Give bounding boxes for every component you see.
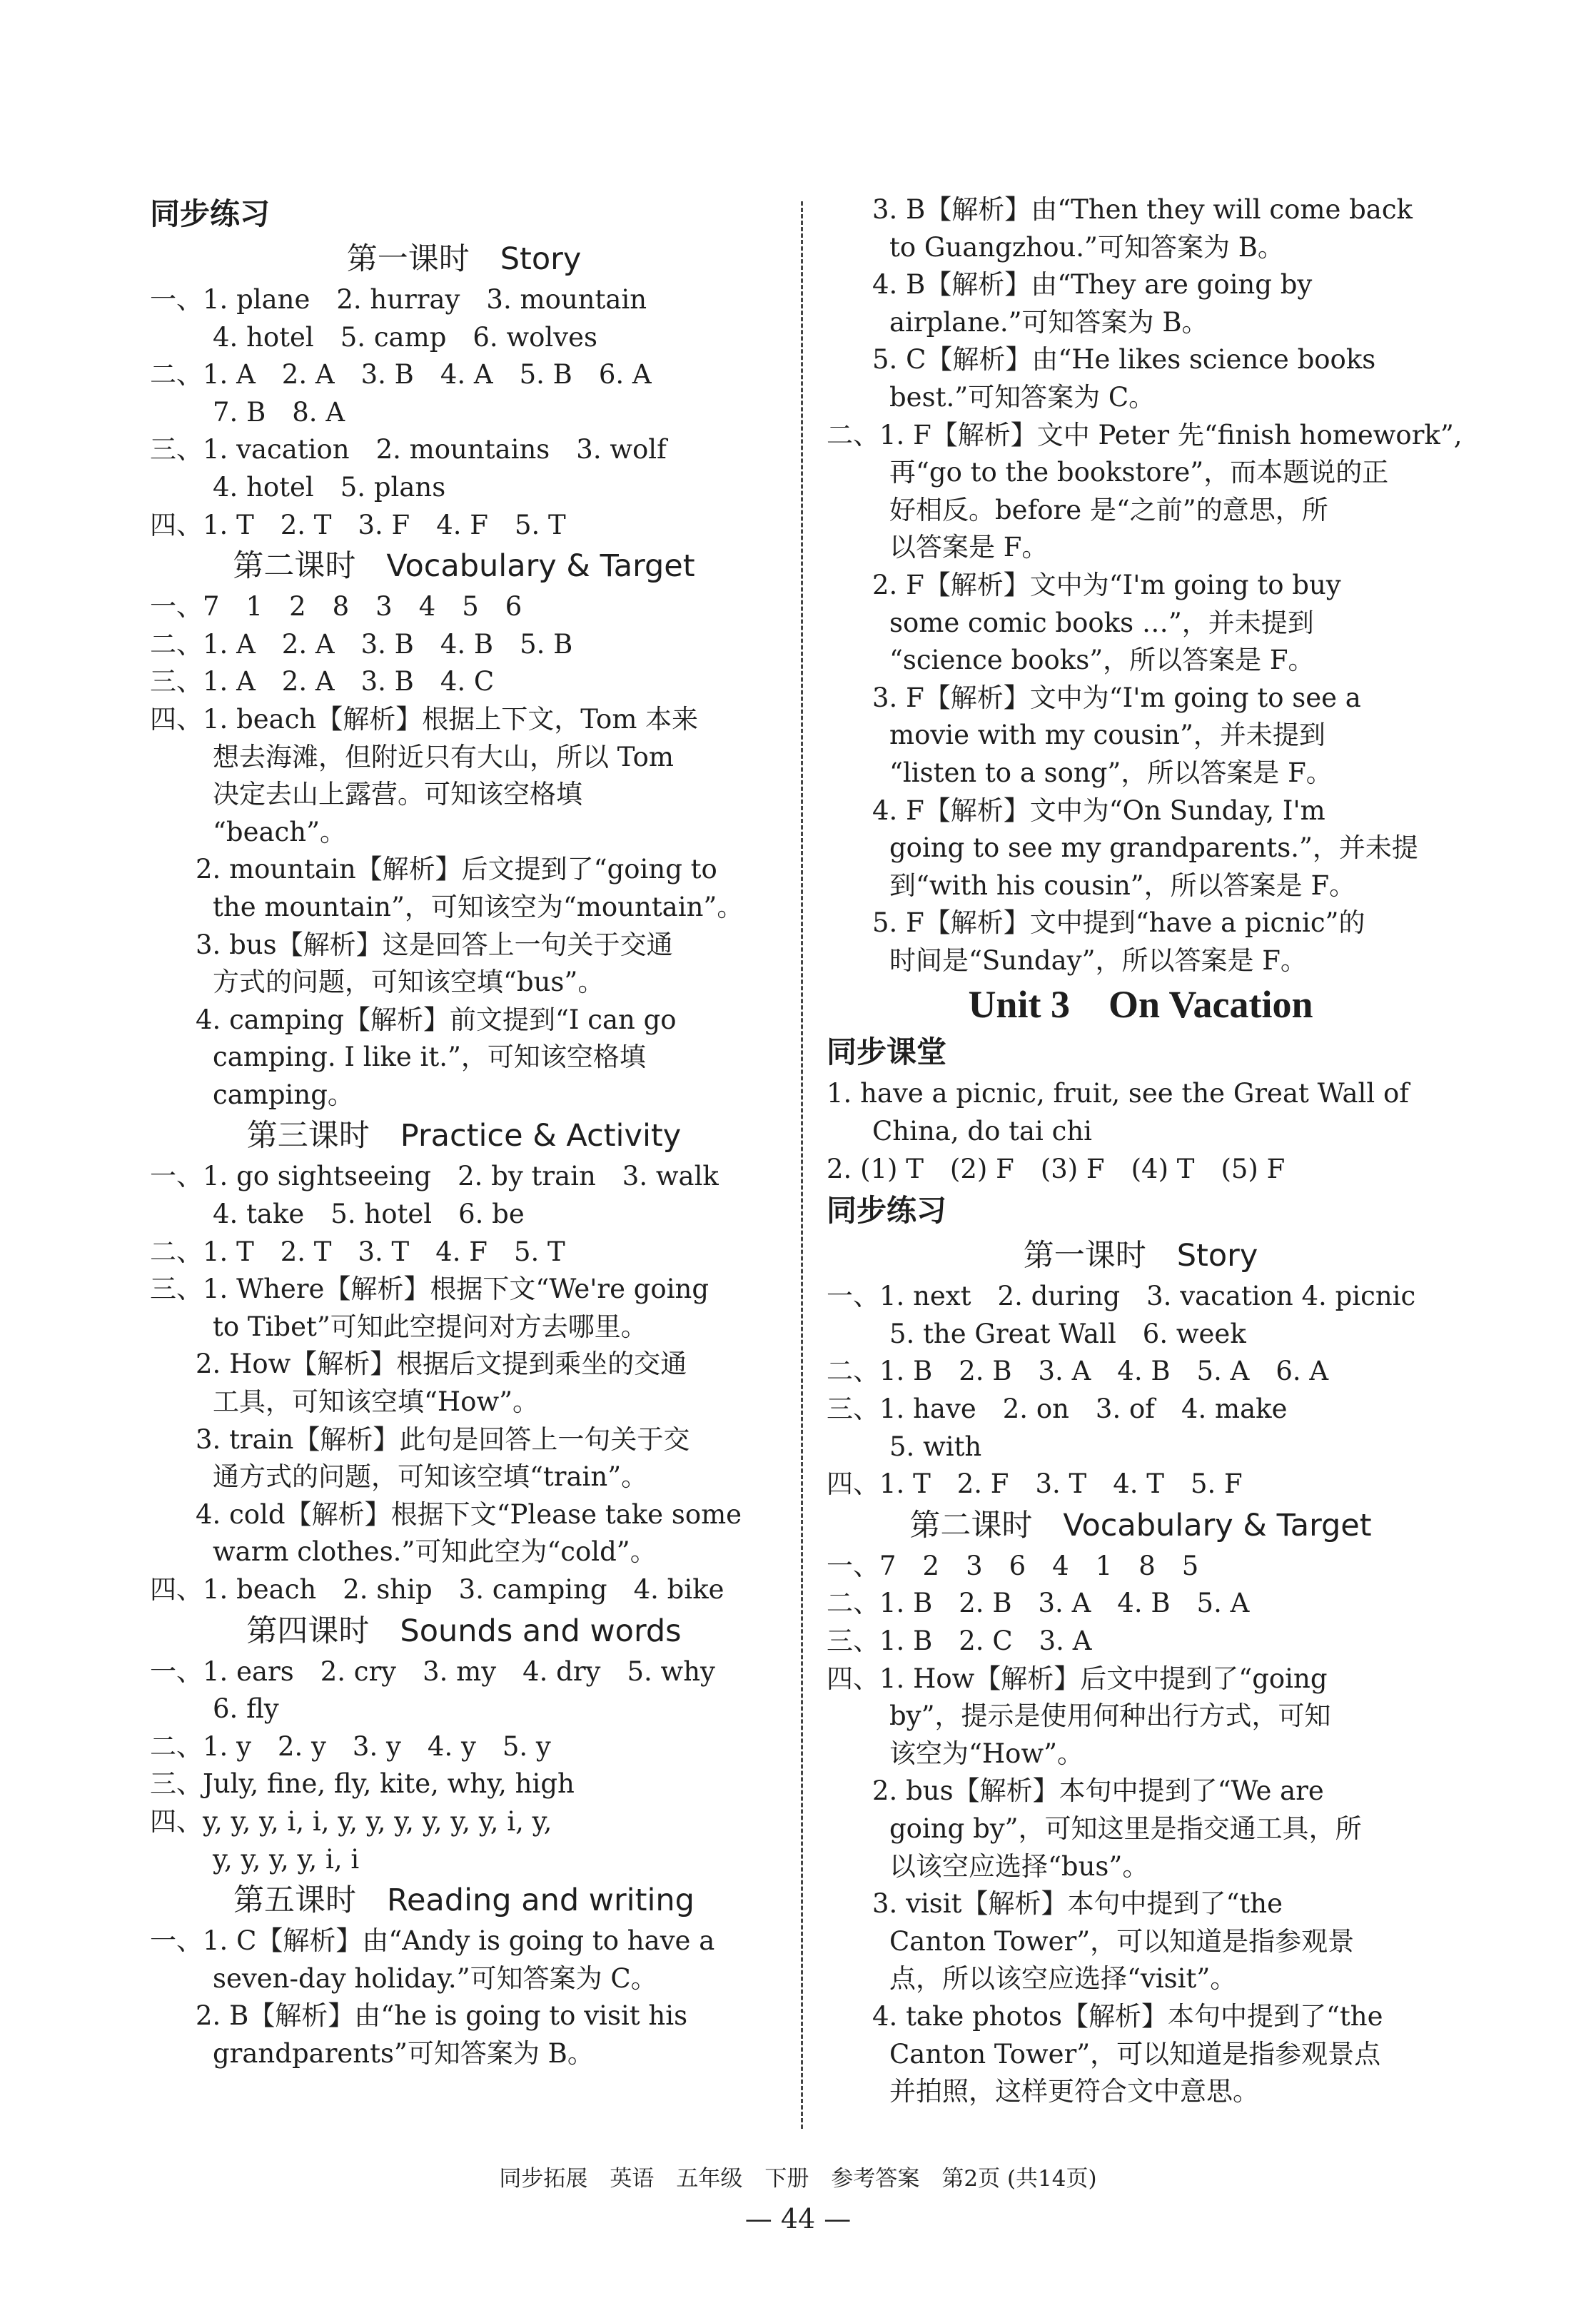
answer-line: 一、7 1 2 8 3 4 5 6 [150,591,522,623]
answer-line: 4. cold【解析】根据下文“Please take some [196,1498,742,1530]
answer-line: 再“go to the bookstore”，而本题说的正 [889,457,1389,488]
answer-line: 3. F【解析】文中为“I'm going to see a [872,682,1361,713]
answer-line: airplane.”可知答案为 B。 [889,306,1208,338]
answer-line: 四、1. T 2. F 3. T 4. T 5. F [827,1468,1243,1500]
answer-line: 想去海滩，但附近只有大山，所以 Tom [213,741,674,772]
answer-line: 三、1. B 2. C 3. A [827,1626,1092,1656]
answer-line: to Tibet”可知此空提问对方去哪里。 [213,1311,647,1342]
answer-line: 并拍照，这样更符合文中意思。 [889,2076,1259,2107]
left-column [150,191,778,2073]
lesson-heading: 第五课时 Reading and writing [233,1883,695,1919]
lesson-heading: 第二课时 Vocabulary & Target [909,1507,1372,1543]
answer-line: 到“with his cousin”，所以答案是 F。 [889,870,1356,901]
answer-line: 二、1. B 2. B 3. A 4. B 5. A 6. A [827,1356,1329,1387]
answer-line: 4. take photos【解析】本句中提到了“the [872,2000,1383,2032]
answer-line: 三、1. have 2. on 3. of 4. make [827,1394,1288,1425]
answer-line: 2. (1) T (2) F (3) F (4) T (5) F [827,1153,1286,1184]
answer-line: 4. B【解析】由“They are going by [872,269,1313,301]
answer-line: 3. visit【解析】本句中提到了“the [872,1888,1283,1920]
answer-line: 三、1. vacation 2. mountains 3. wolf [150,434,667,465]
answer-line: 3. B【解析】由“Then they will come back [872,194,1413,225]
answer-line: 7. B 8. A [213,396,345,428]
answer-line: 3. train【解析】此句是回答上一句关于交 [196,1423,690,1455]
answer-line: 2. F【解析】文中为“I'm going to buy [872,569,1341,600]
answer-line: 通方式的问题，可知该空填“train”。 [213,1461,648,1493]
answer-line: going by”，可知这里是指交通工具，所 [889,1813,1362,1844]
answer-line: 四、y, y, y, i, i, y, y, y, y, y, y, i, y, [150,1805,552,1837]
answer-line: 5. the Great Wall 6. week [889,1318,1246,1349]
answer-line: y, y, y, y, i, i [213,1843,360,1875]
answer-line: 三、1. A 2. A 3. B 4. C [150,666,495,697]
answer-line: 一、1. go sightseeing 2. by train 3. walk [150,1161,719,1192]
answer-line: some comic books …”，并未提到 [889,607,1314,638]
answer-line: 该空为“How”。 [889,1738,1084,1769]
answer-line: 5. F【解析】文中提到“have a picnic”的 [872,907,1365,939]
column-divider [801,201,803,2129]
answer-line: 四、1. T 2. T 3. F 4. F 5. T [150,509,566,540]
lesson-heading: 第一课时 Story [346,241,582,277]
answer-line: 方式的问题，可知该空填“bus”。 [213,967,605,998]
answer-line: 2. bus【解析】本句中提到了“We are [872,1775,1324,1807]
answer-line: 决定去山上露营。可知该空格填 [213,779,582,810]
lesson-heading: 第三课时 Practice & Activity [246,1118,682,1154]
answer-line: 4. take 5. hotel 6. be [213,1199,525,1230]
lesson-heading: 第一课时 Story [1023,1238,1258,1274]
answer-line: going to see my grandparents.”，并未提 [889,832,1418,864]
answer-line: 二、1. A 2. A 3. B 4. A 5. B 6. A [150,359,652,390]
answer-line: 5. C【解析】由“He likes science books [872,344,1376,376]
page-footer: 同步拓展 英语 五年级 下册 参考答案 第2页 (共14页) [499,2166,1097,2192]
answer-line: 点，所以该空应选择“visit”。 [889,1963,1237,1995]
section-title: 同步练习 [150,196,271,231]
answer-line: 一、1. next 2. during 3. vacation 4. picnic [827,1281,1416,1312]
answer-line: 一、1. C【解析】由“Andy is going to have a [150,1925,715,1957]
answer-line: 4. camping【解析】前文提到“I can go [196,1004,677,1035]
answer-line: to Guangzhou.”可知答案为 B。 [889,231,1284,263]
answer-line: grandparents”可知答案为 B。 [213,2037,594,2069]
answer-line: 四、1. How【解析】后文中提到了“going [827,1663,1328,1694]
answer-line: “science books”，所以答案是 F。 [889,645,1315,676]
answer-line: 四、1. beach【解析】根据上下文，Tom 本来 [150,703,699,735]
page-number: — 44 — [744,2203,852,2234]
lesson-heading: 第二课时 Vocabulary & Target [233,548,695,585]
answer-line: “beach”。 [213,816,347,847]
answer-line: 二、1. F【解析】文中 Peter 先“finish homework”, [827,419,1463,450]
answer-line: 四、1. beach 2. ship 3. camping 4. bike [150,1574,724,1605]
answer-line: 4. hotel 5. plans [213,471,446,503]
answer-line: 3. bus【解析】这是回答上一句关于交通 [196,929,673,960]
answer-line: 一、1. plane 2. hurray 3. mountain [150,284,647,315]
answer-line: 以该空应选择“bus”。 [889,1850,1149,1882]
answer-line: 三、July, fine, fly, kite, why, high [150,1768,575,1800]
answer-line: 二、1. A 2. A 3. B 4. B 5. B [150,628,573,660]
answer-line: 4. F【解析】文中为“On Sunday, I'm [872,795,1325,826]
answer-line: camping。 [213,1079,354,1110]
answer-line: 二、1. y 2. y 3. y 4. y 5. y [150,1730,551,1762]
answer-line: 二、1. B 2. B 3. A 4. B 5. A [827,1588,1250,1619]
answer-line: Canton Tower”，可以知道是指参观景 [889,1925,1355,1957]
answer-line: 2. B【解析】由“he is going to visit his [196,2000,688,2032]
answer-line: 4. hotel 5. camp 6. wolves [213,321,598,353]
answer-line: the mountain”，可知该空为“mountain”。 [213,891,744,922]
answer-line: by”，提示是使用何种出行方式，可知 [889,1700,1331,1732]
answer-line: 1. have a picnic, fruit, see the Great Wall of [827,1078,1409,1109]
answer-line: 以答案是 F。 [889,532,1049,563]
answer-line: movie with my cousin”，并未提到 [889,720,1325,751]
answer-line: 工具，可知该空填“How”。 [213,1386,540,1418]
answer-line: 一、7 2 3 6 4 1 8 5 [827,1550,1199,1581]
answer-line: warm clothes.”可知此空为“cold”。 [213,1536,657,1568]
unit-title: Unit 3 On Vacation [968,983,1313,1027]
answer-line: “listen to a song”，所以答案是 F。 [889,757,1333,788]
answer-line: 6. fly [213,1693,279,1725]
answer-line: seven-day holiday.”可知答案为 C。 [213,1962,657,1994]
answer-line: 一、1. ears 2. cry 3. my 4. dry 5. why [150,1656,715,1687]
answer-line: Canton Tower”，可以知道是指参观景点 [889,2038,1381,2070]
answer-line: 好相反。before 是“之前”的意思，所 [889,494,1328,525]
answer-line: best.”可知答案为 C。 [889,381,1156,413]
answer-line: 时间是“Sunday”，所以答案是 F。 [889,944,1307,976]
answer-line: 二、1. T 2. T 3. T 4. F 5. T [150,1236,565,1267]
right-column [827,191,1463,2111]
answer-line: China, do tai chi [872,1116,1093,1147]
answer-line: 三、1. Where【解析】根据下文“We're going [150,1274,709,1305]
answer-line: 2. How【解析】根据后文提到乘坐的交通 [196,1349,687,1380]
answer-line: camping. I like it.”，可知该空格填 [213,1042,646,1073]
answer-line: 2. mountain【解析】后文提到了“going to [196,854,717,885]
answer-line: 5. with [889,1431,982,1462]
section-title: 同步练习 [827,1193,947,1229]
lesson-heading: 第四课时 Sounds and words [246,1613,682,1649]
section-title: 同步课堂 [827,1034,947,1070]
